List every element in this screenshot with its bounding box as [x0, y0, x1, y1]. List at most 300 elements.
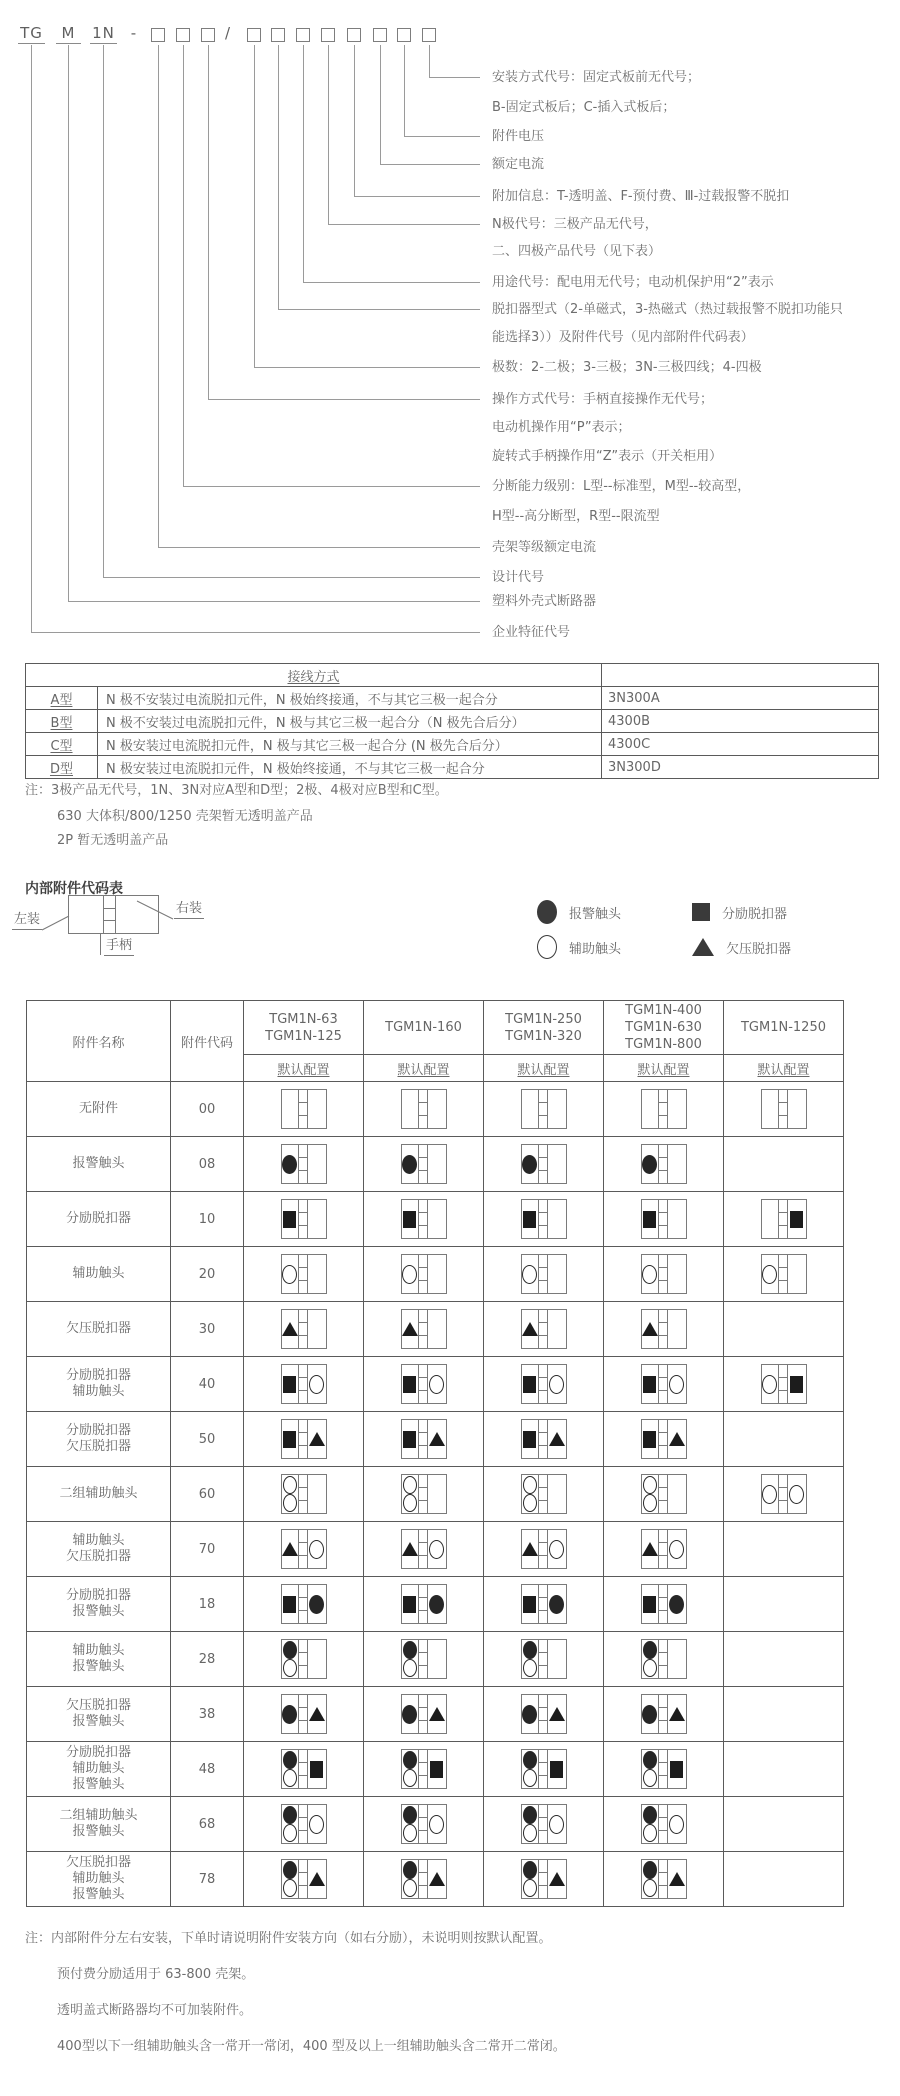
undervoltage-release-symbol	[549, 1707, 565, 1721]
wiring-type-cell	[26, 687, 98, 710]
undervoltage-release-symbol	[309, 1872, 325, 1886]
accessory-code-cell: 68	[171, 1797, 244, 1852]
accessory-name-cell	[27, 1082, 171, 1137]
accessory-name-cell	[27, 1797, 171, 1852]
aux-contact-symbol	[523, 1494, 537, 1512]
accessory-name-line: 分励脱扣器	[65, 1588, 131, 1603]
handle-column	[419, 1475, 428, 1513]
right-compartment	[548, 1750, 566, 1788]
table-row	[27, 1357, 844, 1412]
aux-contact-symbol	[523, 1769, 537, 1787]
breaker-config-diagram	[641, 1584, 687, 1624]
accessory-code-cell: 30	[171, 1302, 244, 1357]
config-cell	[484, 1247, 604, 1302]
default-config-header	[244, 1055, 364, 1082]
right-compartment	[308, 1255, 326, 1293]
legend-item	[537, 933, 621, 961]
alarm-contact-symbol	[549, 1595, 564, 1614]
default-config-label: 默认配置	[757, 1062, 810, 1078]
handle-column	[659, 1145, 668, 1183]
left-compartment	[522, 1420, 539, 1458]
config-cell	[244, 1412, 364, 1467]
note-line: 630 大体积/800/1250 壳架暂无透明盖产品	[57, 809, 313, 824]
shunt-release-symbol	[550, 1761, 563, 1778]
right-compartment	[668, 1365, 686, 1403]
aux-contact-symbol	[403, 1494, 417, 1512]
right-compartment	[668, 1805, 686, 1843]
left-compartment	[642, 1090, 659, 1128]
handle-column	[299, 1805, 308, 1843]
breaker-config-diagram	[761, 1364, 807, 1404]
aux-contact-symbol	[283, 1659, 297, 1677]
config-cell	[604, 1797, 724, 1852]
breaker-config-diagram	[401, 1804, 447, 1844]
aux-contact-symbol	[523, 1659, 537, 1677]
table-row	[27, 1302, 844, 1357]
breaker-config-diagram	[401, 1584, 447, 1624]
left-compartment	[522, 1750, 539, 1788]
config-cell	[244, 1852, 364, 1907]
undervoltage-release-symbol	[282, 1322, 298, 1336]
right-compartment	[548, 1255, 566, 1293]
alarm-contact-symbol	[283, 1806, 297, 1824]
left-compartment	[642, 1475, 659, 1513]
config-cell	[364, 1412, 484, 1467]
code-meaning-label: 附加信息：T-透明盖、F-预付费、Ⅲ-过载报警不脱扣	[492, 189, 790, 204]
left-compartment	[762, 1475, 779, 1513]
shunt-release-symbol	[283, 1376, 296, 1393]
config-cell	[724, 1742, 844, 1797]
left-compartment	[402, 1365, 419, 1403]
digit-box	[347, 28, 361, 42]
wiring-table-title: 接线方式	[287, 669, 340, 685]
accessory-name-line: 辅助触头	[72, 1266, 125, 1281]
handle-column	[419, 1640, 428, 1678]
breaker-config-diagram	[521, 1529, 567, 1569]
default-config-label: 默认配置	[277, 1062, 330, 1078]
left-compartment	[402, 1805, 419, 1843]
model-code-diagram	[0, 0, 900, 658]
right-compartment	[308, 1530, 326, 1568]
aux-contact-symbol	[522, 1265, 537, 1284]
config-cell	[724, 1687, 844, 1742]
accessory-code-cell: 78	[171, 1852, 244, 1907]
note-line: 400型以下一组辅助触头含一常开一常闭，400 型及以上一组辅助触头含二常开二常闭。	[57, 2039, 566, 2054]
left-compartment	[642, 1640, 659, 1678]
config-cell	[244, 1247, 364, 1302]
config-cell	[484, 1412, 604, 1467]
config-cell	[244, 1467, 364, 1522]
note-line: 注：3极产品无代号，1N、3N对应A型和D型；2极、4极对应B型和C型。	[25, 783, 448, 798]
breaker-config-diagram	[521, 1309, 567, 1349]
wiring-table	[25, 663, 879, 779]
code-meaning-label: 壳架等级额定电流	[492, 540, 597, 555]
breaker-config-diagram	[281, 1694, 327, 1734]
model-column-header	[604, 1001, 724, 1055]
shunt-release-symbol	[403, 1431, 416, 1448]
code-meaning-label: 分断能力级别：L型--标准型，M型--较高型，	[492, 479, 751, 494]
table-row	[27, 1467, 844, 1522]
handle-column	[659, 1805, 668, 1843]
breaker-config-diagram	[521, 1089, 567, 1129]
alarm-contact-symbol	[522, 1705, 537, 1724]
config-cell	[724, 1412, 844, 1467]
breaker-config-diagram	[641, 1694, 687, 1734]
digit-box	[176, 28, 190, 42]
default-config-label: 默认配置	[397, 1062, 450, 1078]
handle-column	[419, 1695, 428, 1733]
handle-column	[419, 1255, 428, 1293]
breaker-config-diagram	[521, 1199, 567, 1239]
config-cell	[724, 1357, 844, 1412]
right-compartment	[668, 1585, 686, 1623]
config-cell	[364, 1687, 484, 1742]
table-row	[27, 1082, 844, 1137]
left-compartment	[402, 1145, 419, 1183]
aux-contact-symbol	[523, 1476, 537, 1494]
shunt-release-symbol	[523, 1596, 536, 1613]
breaker-config-diagram	[641, 1309, 687, 1349]
left-compartment	[642, 1365, 659, 1403]
legend-label: 报警触头	[569, 906, 622, 922]
accessory-name-line: 报警触头	[72, 1714, 125, 1729]
right-compartment	[788, 1475, 806, 1513]
aux-contact-symbol	[789, 1485, 804, 1504]
aux-contact-symbol	[549, 1375, 564, 1394]
default-config-header	[724, 1055, 844, 1082]
code-meaning-label: 设计代号	[492, 570, 545, 585]
left-compartment	[282, 1530, 299, 1568]
config-cell	[724, 1302, 844, 1357]
code-meaning-label: 电动机操作用“P”表示；	[492, 420, 631, 435]
table-row	[27, 1192, 844, 1247]
wiring-type-cell	[26, 710, 98, 733]
right-compartment	[308, 1365, 326, 1403]
right-compartment	[668, 1640, 686, 1678]
right-compartment	[548, 1695, 566, 1733]
handle-column	[419, 1145, 428, 1183]
shunt-release-symbol	[523, 1376, 536, 1393]
shunt-release-symbol	[670, 1761, 683, 1778]
left-compartment	[762, 1090, 779, 1128]
aux-contact-symbol	[549, 1815, 564, 1834]
handle-column	[659, 1090, 668, 1128]
undervoltage-release-symbol	[669, 1872, 685, 1886]
config-cell	[604, 1192, 724, 1247]
breaker-config-diagram	[521, 1804, 567, 1844]
right-compartment	[428, 1200, 446, 1238]
accessory-name-line: 无附件	[78, 1101, 118, 1116]
aux-contact-symbol	[642, 1265, 657, 1284]
code-meaning-label: 极数：2-二极；3-三极；3N-三极四线；4-四极	[492, 360, 762, 375]
config-cell	[484, 1357, 604, 1412]
aux-contact-symbol	[283, 1769, 297, 1787]
handle-column	[419, 1365, 428, 1403]
right-compartment	[548, 1200, 566, 1238]
aux-contact-symbol	[669, 1540, 684, 1559]
right-compartment	[548, 1145, 566, 1183]
handle-column	[299, 1860, 308, 1898]
left-compartment	[522, 1695, 539, 1733]
alarm-contact-symbol	[283, 1751, 297, 1769]
breaker-config-diagram	[641, 1639, 687, 1679]
accessory-name-line: 辅助触头	[72, 1643, 125, 1658]
undervoltage-release-symbol	[669, 1707, 685, 1721]
handle-column	[299, 1310, 308, 1348]
right-compartment	[428, 1475, 446, 1513]
accessory-table-title: 内部附件代码表	[25, 881, 123, 897]
handle-column	[419, 1750, 428, 1788]
left-compartment	[282, 1475, 299, 1513]
right-compartment	[428, 1530, 446, 1568]
aux-contact-symbol	[643, 1769, 657, 1787]
handle-column	[539, 1145, 548, 1183]
config-cell	[244, 1797, 364, 1852]
config-cell	[604, 1357, 724, 1412]
right-compartment	[788, 1365, 806, 1403]
accessory-code-cell: 48	[171, 1742, 244, 1797]
handle-column	[779, 1200, 788, 1238]
breaker-config-diagram	[641, 1859, 687, 1899]
accessory-name-header: 附件名称	[27, 1001, 171, 1082]
left-compartment	[402, 1640, 419, 1678]
aux-contact-symbol	[669, 1815, 684, 1834]
wiring-type-label: C型	[50, 738, 73, 754]
model-column-header	[364, 1001, 484, 1055]
right-compartment	[548, 1585, 566, 1623]
breaker-config-diagram	[281, 1364, 327, 1404]
accessory-name-line: 分励脱扣器	[65, 1211, 131, 1226]
handle-column	[299, 1640, 308, 1678]
handle-column	[299, 1255, 308, 1293]
undervoltage-release-symbol	[549, 1872, 565, 1886]
breaker-config-diagram	[521, 1694, 567, 1734]
breaker-config-diagram	[401, 1694, 447, 1734]
undervoltage-release-symbol	[309, 1432, 325, 1446]
aux-contact-symbol	[643, 1494, 657, 1512]
left-compartment	[402, 1860, 419, 1898]
shunt-release-symbol	[523, 1431, 536, 1448]
config-cell	[724, 1577, 844, 1632]
aux-contact-symbol	[523, 1824, 537, 1842]
legend-item	[692, 933, 791, 961]
alarm-contact-symbol	[523, 1861, 537, 1879]
accessory-name-line: 辅助触头	[72, 1533, 125, 1548]
right-compartment	[428, 1310, 446, 1348]
right-compartment	[548, 1860, 566, 1898]
config-cell	[244, 1687, 364, 1742]
breaker-config-diagram	[761, 1089, 807, 1129]
table-row	[27, 1247, 844, 1302]
right-compartment	[428, 1090, 446, 1128]
config-cell	[484, 1522, 604, 1577]
accessory-code-cell: 38	[171, 1687, 244, 1742]
config-cell	[484, 1797, 604, 1852]
right-compartment	[668, 1475, 686, 1513]
config-cell	[244, 1742, 364, 1797]
left-compartment	[282, 1860, 299, 1898]
alarm-contact-symbol	[642, 1705, 657, 1724]
config-cell	[244, 1082, 364, 1137]
right-compartment	[308, 1420, 326, 1458]
code-meaning-label: 额定电流	[492, 157, 545, 172]
right-compartment	[788, 1200, 806, 1238]
handle-column	[299, 1530, 308, 1568]
right-compartment	[308, 1475, 326, 1513]
right-compartment	[428, 1420, 446, 1458]
config-cell	[484, 1632, 604, 1687]
undervoltage-release-symbol	[402, 1322, 418, 1336]
config-cell	[724, 1632, 844, 1687]
accessory-name-cell	[27, 1632, 171, 1687]
left-compartment	[522, 1585, 539, 1623]
right-compartment	[548, 1805, 566, 1843]
config-cell	[484, 1082, 604, 1137]
left-compartment	[282, 1090, 299, 1128]
left-compartment	[642, 1585, 659, 1623]
shunt-release-symbol	[643, 1376, 656, 1393]
digit-box	[321, 28, 335, 42]
wiring-desc-cell: N 极不安装过电流脱扣元件，N 极始终接通，不与其它三极一起合分	[98, 687, 602, 710]
left-compartment	[522, 1090, 539, 1128]
aux-contact-symbol	[403, 1659, 417, 1677]
config-cell	[724, 1852, 844, 1907]
alarm-contact-symbol	[403, 1641, 417, 1659]
handle-column	[659, 1640, 668, 1678]
right-compartment	[668, 1200, 686, 1238]
config-cell	[364, 1357, 484, 1412]
shunt-release-icon	[692, 903, 710, 921]
config-cell	[364, 1852, 484, 1907]
digit-box	[397, 28, 411, 42]
dash-separator: -	[130, 24, 138, 42]
left-compartment	[402, 1585, 419, 1623]
right-compartment	[428, 1805, 446, 1843]
alarm-contact-symbol	[283, 1641, 297, 1659]
model-name: TGM1N-1250	[740, 1020, 826, 1035]
left-compartment	[522, 1530, 539, 1568]
breaker-config-diagram	[281, 1584, 327, 1624]
code-meaning-label: 企业特征代号	[492, 625, 571, 640]
alarm-contact-symbol	[402, 1155, 417, 1174]
wiring-table-title-cell	[26, 664, 602, 687]
aux-contact-symbol	[762, 1485, 777, 1504]
config-cell	[244, 1522, 364, 1577]
left-compartment	[282, 1640, 299, 1678]
breaker-config-diagram	[641, 1199, 687, 1239]
accessory-name-cell	[27, 1412, 171, 1467]
breaker-config-diagram	[641, 1749, 687, 1789]
undervoltage-release-icon	[692, 938, 714, 956]
handle-column	[659, 1530, 668, 1568]
aux-contact-symbol	[403, 1769, 417, 1787]
config-cell	[724, 1082, 844, 1137]
breaker-config-diagram	[641, 1804, 687, 1844]
alarm-contact-symbol	[643, 1751, 657, 1769]
config-cell	[364, 1797, 484, 1852]
config-cell	[244, 1357, 364, 1412]
wiring-code-cell: 3N300D	[602, 756, 879, 779]
left-compartment	[762, 1200, 779, 1238]
accessory-name-line: 欠压脱扣器	[65, 1855, 131, 1870]
breaker-config-diagram	[281, 1474, 327, 1514]
table-header-row	[26, 664, 879, 687]
accessory-name-line: 报警触头	[72, 1604, 125, 1619]
aux-contact-symbol	[282, 1265, 297, 1284]
alarm-contact-symbol	[522, 1155, 537, 1174]
left-compartment	[282, 1145, 299, 1183]
right-compartment	[308, 1860, 326, 1898]
accessory-name-cell	[27, 1357, 171, 1412]
config-cell	[244, 1632, 364, 1687]
breaker-config-diagram	[281, 1859, 327, 1899]
handle-column	[539, 1420, 548, 1458]
aux-contact-symbol	[643, 1476, 657, 1494]
accessory-code-cell: 40	[171, 1357, 244, 1412]
code-meaning-label: 操作方式代号：手柄直接操作无代号；	[492, 392, 714, 407]
handle-column	[659, 1585, 668, 1623]
config-cell	[244, 1302, 364, 1357]
breaker-config-diagram	[641, 1364, 687, 1404]
default-config-header	[364, 1055, 484, 1082]
handle-column	[539, 1530, 548, 1568]
breaker-config-diagram	[761, 1199, 807, 1239]
config-cell	[364, 1742, 484, 1797]
table-row	[26, 687, 879, 710]
handle-column	[779, 1365, 788, 1403]
left-compartment	[282, 1420, 299, 1458]
handle-column	[779, 1255, 788, 1293]
aux-contact-symbol	[643, 1824, 657, 1842]
legend-label: 欠压脱扣器	[726, 941, 792, 957]
left-compartment	[402, 1530, 419, 1568]
accessory-name-cell	[27, 1247, 171, 1302]
code-meaning-label: N极代号：三极产品无代号，	[492, 217, 658, 232]
alarm-contact-symbol	[282, 1155, 297, 1174]
handle-column	[539, 1860, 548, 1898]
handle-column	[779, 1475, 788, 1513]
left-compartment	[402, 1310, 419, 1348]
left-compartment	[642, 1255, 659, 1293]
accessory-name-cell	[27, 1137, 171, 1192]
aux-contact-symbol	[403, 1879, 417, 1897]
accessory-name-line: 报警触头	[72, 1887, 125, 1902]
default-config-header	[604, 1055, 724, 1082]
code-meaning-label: 安装方式代号：固定式板前无代号；	[492, 70, 701, 85]
undervoltage-release-symbol	[429, 1432, 445, 1446]
table-row	[26, 710, 879, 733]
aux-contact-symbol	[523, 1879, 537, 1897]
breaker-config-diagram	[281, 1419, 327, 1459]
handle-column	[659, 1475, 668, 1513]
aux-contact-symbol	[762, 1265, 777, 1284]
handle-column	[539, 1475, 548, 1513]
left-compartment	[282, 1695, 299, 1733]
handle-column	[659, 1255, 668, 1293]
handle-column	[299, 1200, 308, 1238]
table-row	[27, 1852, 844, 1907]
handle-column	[419, 1200, 428, 1238]
code-meaning-label: 旋转式手柄操作用“Z”表示（开关柜用）	[492, 449, 723, 464]
accessory-name-line: 辅助触头	[72, 1871, 125, 1886]
right-compartment	[548, 1475, 566, 1513]
right-compartment	[308, 1695, 326, 1733]
config-cell	[604, 1302, 724, 1357]
aux-contact-symbol	[429, 1815, 444, 1834]
digit-box	[373, 28, 387, 42]
breaker-config-diagram	[281, 1309, 327, 1349]
shunt-release-symbol	[310, 1761, 323, 1778]
